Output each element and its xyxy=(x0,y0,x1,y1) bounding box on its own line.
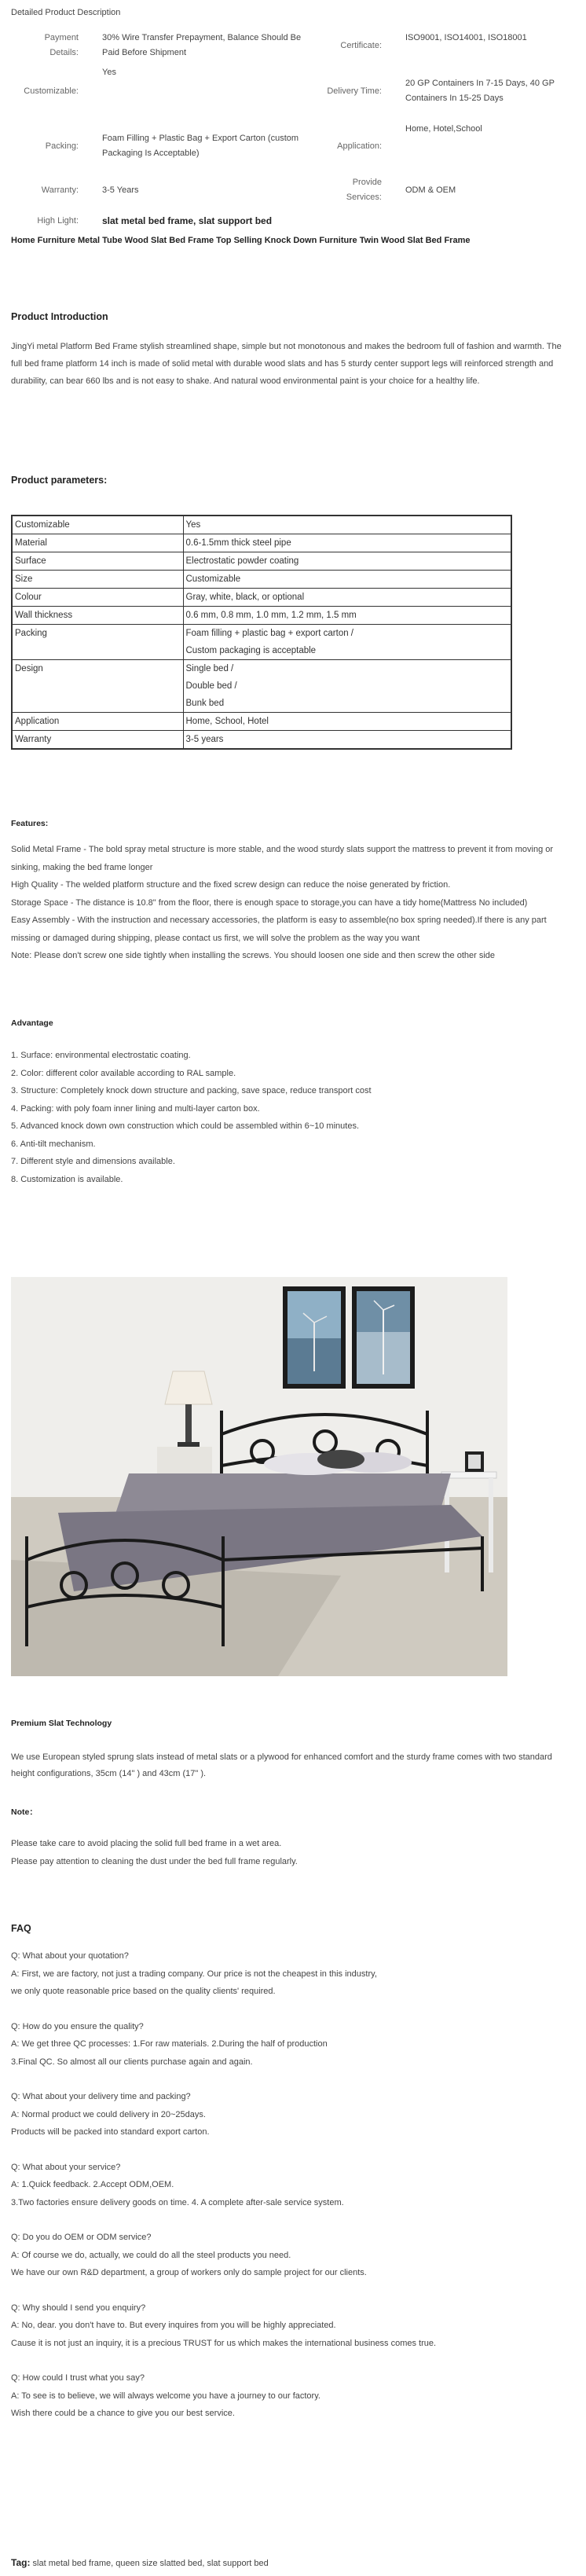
spec-value: Home, Hotel,School xyxy=(405,124,482,134)
faq-question: Q: Why should I send you enquiry? xyxy=(11,2303,146,2313)
faq-answer-line: A: Normal product we could delivery in 20~25days. xyxy=(11,2109,206,2119)
param-value-line: 0.6-1.5mm thick steel pipe xyxy=(185,538,291,548)
faq-answer-line: We have our own R&D department, a group of workers only do sample project for our clients. xyxy=(11,2268,367,2277)
spec-value: 30% Wire Transfer Prepayment, Balance Should Be Paid Before Shipment xyxy=(102,33,302,57)
param-value-line: Foam filling + plastic bag + export carton / xyxy=(185,629,353,638)
faq-answer-line: A: 1.Quick feedback. 2.Accept ODM,OEM. xyxy=(11,2180,174,2189)
param-value xyxy=(183,589,511,607)
spec-key: Customizable: xyxy=(24,86,79,96)
features-heading: Features: xyxy=(11,819,49,828)
faq-item xyxy=(11,2018,573,2071)
param-key: Colour xyxy=(12,589,183,607)
faq-item xyxy=(11,1947,573,2001)
advantage-item: 5. Advanced knock down own construction which could be assembled within 6~10 minutes. xyxy=(11,1121,360,1131)
intro-text: JingYi metal Platform Bed Frame stylish streamlined shape, simple but not monotonous and makes the bedroom full of fashion and warmth. The full bed frame platform 14 inch is made of solid metal with durable wood slats and has 5 sturdy center support legs will reinforced strength and durability, can bear 660 lbs and is not easy to shake. And natural wood environmental paint is your choice for a healthy life. xyxy=(11,342,562,386)
param-key: Warranty xyxy=(12,731,183,750)
faq-question: Q: How could I trust what you say? xyxy=(11,2373,145,2383)
param-value-line: Gray, white, black, or optional xyxy=(185,593,305,602)
param-value-line: 3-5 years xyxy=(185,735,224,744)
intro-heading: Product Introduction xyxy=(11,311,108,322)
note-heading: Note： xyxy=(11,1807,38,1817)
param-value-line: Custom packaging is acceptable xyxy=(185,646,317,655)
faq-answer-line: A: To see is to believe, we will always welcome you have a journey to our factory. xyxy=(11,2391,320,2401)
wall-picture-right xyxy=(352,1286,415,1389)
param-value xyxy=(183,534,511,552)
faq-item xyxy=(11,2159,573,2212)
param-row xyxy=(12,516,511,534)
feature-item: Easy Assembly - With the instruction and necessary accessories, the platform is easy to assemble(no box spring needed).If there is any part missing or damaged during shipping, please contact us first, we will solve the problem as the way you want xyxy=(11,916,547,943)
param-value-line: Customizable xyxy=(185,574,241,584)
spec-value: ODM & OEM xyxy=(405,185,456,195)
advantage-item: 1. Surface: environmental electrostatic coating. xyxy=(11,1051,191,1060)
spec-row xyxy=(11,28,577,63)
faq-answer-line: we only quote reasonable price based on the quality clients' required. xyxy=(11,1987,276,1996)
faq-answer-line: Cause it is not just an inquiry, it is a precious TRUST for us which makes the international business comes true. xyxy=(11,2338,437,2348)
faq-answer-line: A: First, we are factory, not just a trading company. Our price is not the cheapest in this industry, xyxy=(11,1969,377,1979)
spec-value: Foam Filling + Plastic Bag + Export Carton (custom Packaging Is Acceptable) xyxy=(102,134,299,158)
faq-question: Q: What about your quotation? xyxy=(11,1951,129,1961)
param-row xyxy=(12,607,511,625)
param-key: Material xyxy=(12,534,183,552)
spec-row-highlight xyxy=(11,207,577,234)
faq-question: Q: Do you do OEM or ODM service? xyxy=(11,2233,152,2242)
note-item: Please pay attention to cleaning the dust under the bed full frame regularly. xyxy=(11,1856,298,1866)
spec-key: Certificate: xyxy=(340,40,382,50)
faq-question: Q: What about your service? xyxy=(11,2162,121,2172)
faq-answer-line: A: We get three QC processes: 1.For raw materials. 2.During the half of production xyxy=(11,2039,328,2049)
param-row xyxy=(12,731,511,750)
param-key: Design xyxy=(12,660,183,713)
product-title: Home Furniture Metal Tube Wood Slat Bed Frame Top Selling Knock Down Furniture Twin Wood Slat Bed Frame xyxy=(11,236,471,245)
params-heading: Product parameters: xyxy=(11,475,108,486)
spec-value: Yes xyxy=(102,68,116,77)
faq-item xyxy=(11,2369,573,2423)
spec-value: 20 GP Containers In 7-15 Days, 40 GP Containers In 15-25 Days xyxy=(405,79,555,103)
spec-key: Delivery Time: xyxy=(327,86,382,96)
param-value xyxy=(183,607,511,625)
faq-heading: FAQ xyxy=(11,1923,31,1934)
advantage-list xyxy=(11,1047,573,1188)
advantage-item: 7. Different style and dimensions available. xyxy=(11,1157,175,1166)
faq-question: Q: What about your delivery time and packing? xyxy=(11,2092,191,2101)
spec-key: High Light: xyxy=(37,215,79,226)
param-row xyxy=(12,713,511,731)
wall-picture-left xyxy=(283,1286,346,1389)
spec-key: Packing: xyxy=(45,141,79,151)
param-value-line: Single bed / xyxy=(185,664,234,673)
spec-value: ISO9001, ISO14001, ISO18001 xyxy=(405,33,527,42)
features-list xyxy=(11,841,573,965)
tag-line xyxy=(11,2557,269,2568)
param-table xyxy=(11,515,512,750)
param-value xyxy=(183,552,511,571)
param-value-line: Bunk bed xyxy=(185,699,225,708)
faq-answer-line: Wish there could be a chance to give you our best service. xyxy=(11,2409,235,2418)
param-value-line: 0.6 mm, 0.8 mm, 1.0 mm, 1.2 mm, 1.5 mm xyxy=(185,611,357,620)
param-value xyxy=(183,713,511,731)
param-row xyxy=(12,571,511,589)
faq-list xyxy=(11,1947,573,2440)
param-row xyxy=(12,589,511,607)
faq-question: Q: How do you ensure the quality? xyxy=(11,2021,144,2031)
advantage-item: 8. Customization is available. xyxy=(11,1174,123,1184)
param-value-line: Electrostatic powder coating xyxy=(185,556,299,566)
param-value xyxy=(183,731,511,750)
tag-label: Tag: xyxy=(11,2557,31,2568)
faq-item xyxy=(11,2229,573,2282)
spec-key: Warranty: xyxy=(41,185,79,195)
advantage-heading: Advantage xyxy=(11,1018,53,1028)
faq-answer-line: A: No, dear. you don't have to. But every inquires from you will be highly appreciated. xyxy=(11,2321,336,2330)
param-value-line: Home, School, Hotel xyxy=(185,717,269,726)
faq-answer-line: A: Of course we do, actually, we could do all the steel products you need. xyxy=(11,2250,291,2260)
param-value xyxy=(183,516,511,534)
feature-item: High Quality - The welded platform structure and the fixed screw design can reduce the noise generated by friction. xyxy=(11,880,451,890)
param-value-line: Double bed / xyxy=(185,681,237,691)
param-key: Surface xyxy=(12,552,183,571)
param-key: Customizable xyxy=(12,516,183,534)
advantage-item: 4. Packing: with poly foam inner lining and multi-layer carton box. xyxy=(11,1103,260,1114)
bed-photo-illustration xyxy=(11,1277,507,1676)
param-value xyxy=(183,660,511,713)
spec-row xyxy=(11,119,577,173)
note-item: Please take care to avoid placing the solid full bed frame in a wet area. xyxy=(11,1839,282,1848)
slat-heading: Premium Slat Technology xyxy=(11,1719,112,1728)
param-value-line: Yes xyxy=(185,520,201,530)
param-row xyxy=(12,625,511,660)
tag-value: slat metal bed frame, queen size slatted bed, slat support bed xyxy=(32,2559,269,2568)
description-title: Detailed Product Description xyxy=(11,8,121,17)
slat-text: We use European styled sprung slats instead of metal slats or a plywood for enhanced comfort and the sturdy frame comes with two standard height configurations, 35cm (14" ) and 43cm (17" ). xyxy=(11,1752,552,1778)
spec-row xyxy=(11,173,577,207)
spec-table xyxy=(11,28,577,234)
highlight-value: slat metal bed frame, slat support bed xyxy=(102,215,273,226)
advantage-item: 3. Structure: Completely knock down structure and packing, save space, reduce transport cost xyxy=(11,1086,372,1095)
product-photo-bed xyxy=(11,1277,507,1676)
faq-answer-line: Products will be packed into standard export carton. xyxy=(11,2127,210,2137)
param-row xyxy=(12,552,511,571)
spec-key: Provide Services: xyxy=(346,178,382,202)
param-key: Wall thickness xyxy=(12,607,183,625)
spec-value: 3-5 Years xyxy=(102,185,139,195)
param-value xyxy=(183,625,511,660)
param-key: Size xyxy=(12,571,183,589)
note-list xyxy=(11,1835,573,1870)
param-key: Application xyxy=(12,713,183,731)
param-value xyxy=(183,571,511,589)
faq-answer-line: 3.Two factories ensure delivery goods on time. 4. A complete after-sale service system. xyxy=(11,2197,344,2207)
feature-item: Solid Metal Frame - The bold spray metal structure is more stable, and the wood sturdy slats support the mattress to prevent it from moving or sinking, making the bed frame longer xyxy=(11,845,554,872)
param-row xyxy=(12,660,511,713)
param-row xyxy=(12,534,511,552)
advantage-item: 6. Anti-tilt mechanism. xyxy=(11,1139,96,1149)
pillow-patterned xyxy=(317,1450,364,1469)
feature-item: Storage Space - The distance is 10.8" from the floor, there is enough space to storage,you can have a tidy home(Mattress No included) xyxy=(11,897,528,908)
feature-item: Note: Please don't screw one side tightly when installing the screws. You should loosen one side and then screw the other side xyxy=(11,951,496,960)
faq-answer-line: 3.Final QC. So almost all our clients purchase again and again. xyxy=(11,2057,253,2067)
spec-row xyxy=(11,63,577,119)
advantage-item: 2. Color: different color available according to RAL sample. xyxy=(11,1068,236,1078)
param-key: Packing xyxy=(12,625,183,660)
spec-key: Payment Details: xyxy=(44,33,79,57)
spec-key: Application: xyxy=(337,141,382,151)
faq-item xyxy=(11,2299,573,2353)
faq-item xyxy=(11,2088,573,2141)
